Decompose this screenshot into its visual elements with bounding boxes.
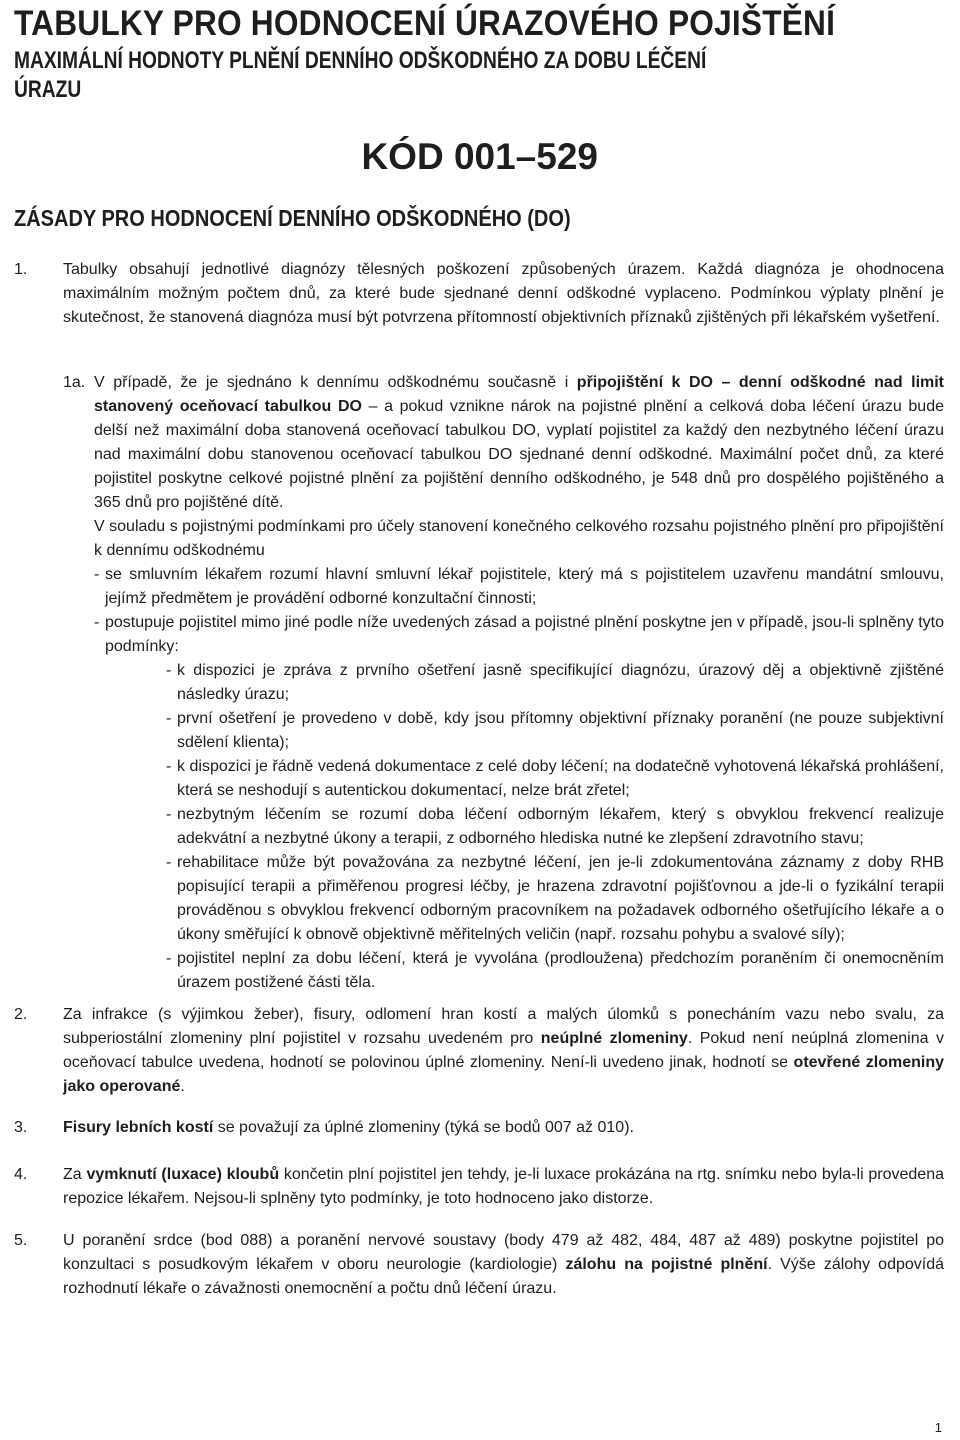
dash-item-contract-doctor: - se smluvním lékařem rozumí hlavní smluvní lékař pojistitele, který má s pojistitelem uzavřenu mandátní smlouvu, jejímž předmětem je provádění odborné konzultační činnosti; (94, 563, 944, 611)
document-title: TABULKY PRO HODNOCENÍ ÚRAZOVÉHO POJIŠTĚNÍ (14, 4, 836, 43)
section-heading: ZÁSADY PRO HODNOCENÍ DENNÍHO ODŠKODNÉHO (DO) (14, 205, 571, 231)
item-number: 2. (14, 1006, 28, 1023)
emphasis-advance-payment: zálohu na pojistné plnění (565, 1256, 768, 1273)
emphasis-supplementary-insurance: připojištění k DO – denní odškodné nad limit stanovený oceňovací tabulkou DO (94, 374, 945, 415)
dash-item-insurer-procedure: - postupuje pojistitel mimo jiné podle níže uvedených zásad a pojistné plnění poskytne jen v případě, jsou-li splněny tyto podmínky: (94, 611, 944, 659)
page-number: 1 (934, 1420, 942, 1435)
condition-item: - nezbytným léčením se rozumí doba léčení odborným lékařem, který s obvyklou frekvencí realizuje adekvátní a nezbytné úkony a terapii, z odborného hlediska nutné ke zlepšení zdravotního stavu; (166, 803, 944, 851)
code-range-heading: KÓD 001–529 (361, 136, 598, 177)
item-text: Za infrakce (s výjimkou žeber), fisury, odlomení hran kostí a malých úlomků s ponecháním vazu nebo svalu, za subperiostální zlomeniny plní pojistitel v rozsahu uvedeném pro neúplné zlomeniny. Pokud není neúplná zlomenina v oceňovací tabulce uvedena, hodnotí se polovinou úplné zlomeniny. Není-li uvedeno jinak, hodnotí se otevřené zlomeniny jako operované. (63, 1006, 945, 1095)
item-text: U poranění srdce (bod 088) a poranění nervové soustavy (body 479 až 482, 484, 487 až 489) poskytne pojistitel po konzultaci s posudkovým lékařem v oboru neurologie (kardiologie) zálohu na pojistné plnění. Výše zálohy odpovídá rozhodnutí lékaře o závažnosti onemocnění a počtu dnů léčení úrazu. (63, 1232, 945, 1297)
emphasis-joint-dislocation: vymknutí (luxace) kloubů (86, 1166, 280, 1183)
paragraph-conditions-intro: V souladu s pojistnými podmínkami pro účely stanovení konečného celkového rozsahu pojistného plnění pro připojištění k dennímu odškodnému (94, 518, 944, 559)
item-text: Fisury lebních kostí se považují za úplné zlomeniny (týká se bodů 007 až 010). (63, 1119, 634, 1136)
emphasis-open-fractures: otevřené zlomeniny jako operované (63, 1054, 944, 1095)
subtitle-line-1: MAXIMÁLNÍ HODNOTY PLNĚNÍ DENNÍHO ODŠKODNÉHO ZA DOBU LÉČENÍ (14, 47, 707, 74)
condition-item: - k dispozici je zpráva z prvního ošetření jasně specifikující diagnózu, úrazový děj a objektivně zjištěné následky úrazu; (166, 659, 944, 707)
item-number: 1. (14, 261, 28, 278)
numbered-item-1a (63, 371, 944, 995)
document-subtitle (14, 46, 914, 104)
item-number: 4. (14, 1166, 28, 1183)
condition-item: - první ošetření je provedeno v době, kdy jsou přítomny objektivní příznaky poranění (ne pouze subjektivní sdělení klienta); (166, 707, 944, 755)
item-number: 5. (14, 1232, 28, 1249)
emphasis-skull-fissures: Fisury lebních kostí (63, 1119, 214, 1136)
item-text: Za vymknutí (luxace) kloubů končetin plní pojistitel jen tehdy, je-li luxace prokázána na rtg. snímku nebo byla-li provedena repozice lékařem. Nejsou-li splněny tyto podmínky, je toto hodnoceno jako distorze. (63, 1166, 944, 1207)
item-number: 1a. (63, 374, 86, 391)
item-body (94, 371, 944, 995)
condition-item: - k dispozici je řádně vedená dokumentace z celé doby léčení; na dodatečně vyhotovená lékařská prohlášení, která se neshodují s autentickou dokumentací, nelze brát zřetel; (166, 755, 944, 803)
item-number: 3. (14, 1119, 28, 1136)
condition-item: - pojistitel neplní za dobu léčení, která je vyvolána (prodloužena) předchozím poraněním či onemocněním úrazem postižené části těla. (166, 947, 944, 995)
emphasis-incomplete-fractures: neúplné zlomeniny (540, 1030, 688, 1047)
paragraph-supplementary-insurance: V případě, že je sjednáno k dennímu odškodnému současně i připojištění k DO – denní odškodné nad limit stanovený oceňovací tabulkou DO – a pokud vznikne nárok na pojistné plnění a celková doba léčení úrazu bude delší než maximální doba stanovená oceňovací tabulkou DO, vyplatí pojistitel za každý den nezbytného léčení úrazu nad maximální dobu stanovenou oceňovací tabulkou DO sjednané denní odškodné. Maximální počet dnů, za které pojistitel poskytne celkové pojistné plnění za pojištění denního odškodného, je 548 dnů pro dospělého pojištěného a 365 dnů pro pojištěné dítě. (94, 374, 945, 511)
item-text: Tabulky obsahují jednotlivé diagnózy tělesných poškození způsobených úrazem. Každá diagnóza je ohodnocena maximálním možným počtem dnů, za které bude sjednané denní odškodné vyplaceno. Podmínkou výplaty plnění je skutečnost, že stanovená diagnóza musí být potvrzena přítomností objektivních příznaků zjištěných při lékařském vyšetření. (63, 261, 944, 326)
subtitle-line-2: ÚRAZU (14, 76, 82, 103)
condition-item: - rehabilitace může být považována za nezbytné léčení, jen je-li zdokumentována záznamy z doby RHB popisující terapii a přiměřenou progresi léčby, je hrazena zdravotní pojišťovnou a jde-li o fyzikální terapii prováděnou s obvyklou frekvencí odborným pracovníkem na požadavek odborného ošetřujícího lékaře a o úkony směřující k obnově objektivně měřitelných veličin (např. rozsahu pohybu a svalové síly); (166, 851, 944, 947)
